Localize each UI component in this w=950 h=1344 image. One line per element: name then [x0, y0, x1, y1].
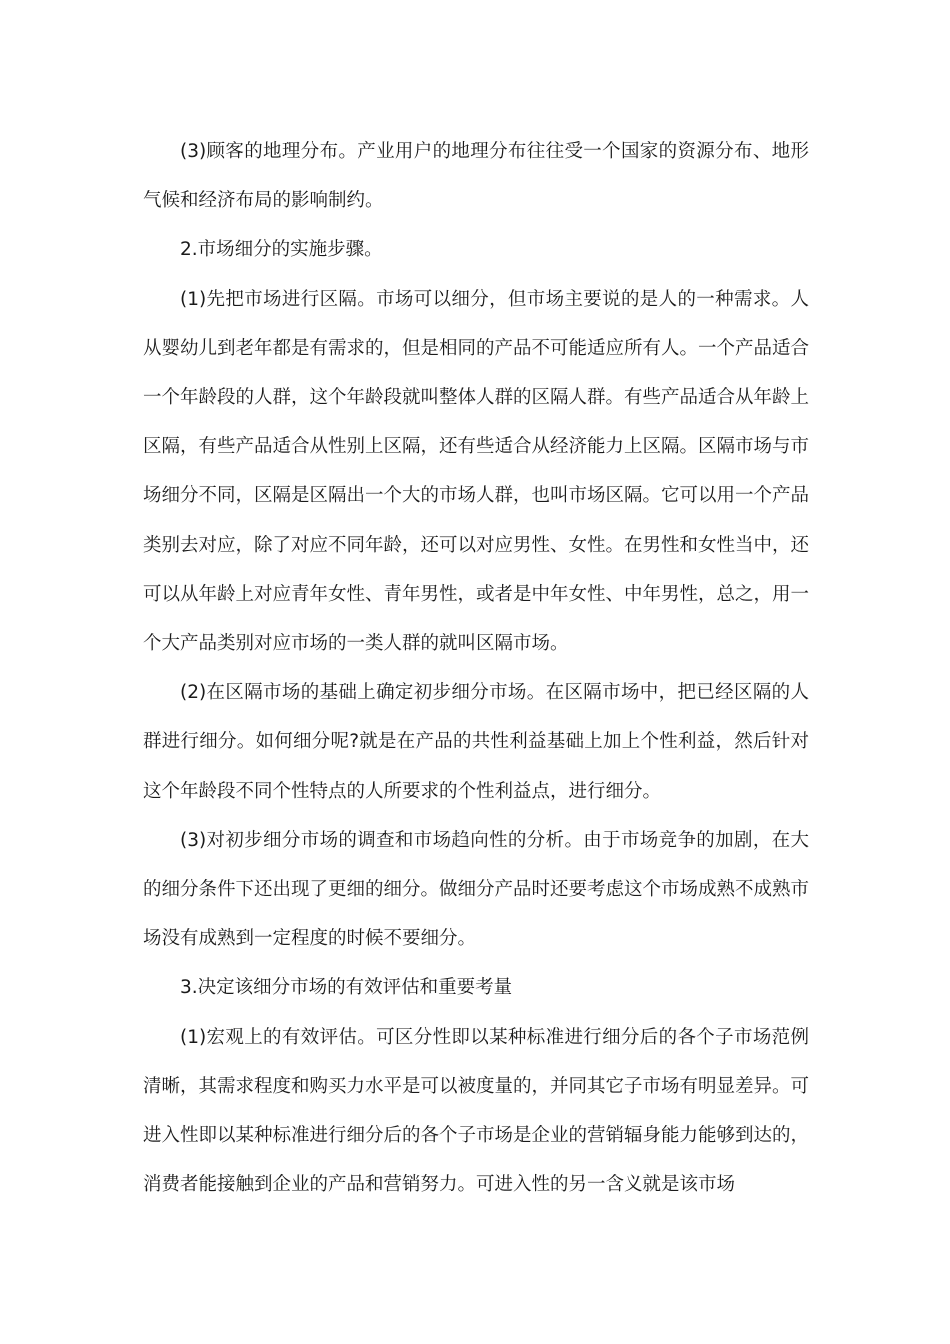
paragraph-macro-evaluation: (1)宏观上的有效评估。可区分性即以某种标准进行细分后的各个子市场范例清晰，其需求程度和购买力水平是可以被度量的，并同其它子市场有明显差异。可进入性即以某种标准进行细分后的各个子市场是企业的营销辐身能力能够到达的，消费者能接触到企业的产品和营销努力。可进入性的另一含义就是该市场 [143, 1026, 810, 1196]
paragraph-geographic-distribution: (3)顾客的地理分布。产业用户的地理分布往往受一个国家的资源分布、地形气候和经济布局的影响制约。 [143, 141, 809, 212]
document-body [143, 127, 809, 1209]
section-heading-implementation-steps: 2.市场细分的实施步骤。 [180, 239, 383, 261]
paragraph-market-segmentation-step-1: (1)先把市场进行区隔。市场可以细分，但市场主要说的是人的一种需求。人从婴幼儿到老年都是有需求的，但是相同的产品不可能适应所有人。一个产品适合一个年龄段的人群，这个年龄段就叫整体人群的区隔人群。有些产品适合从年龄上区隔，有些产品适合从性别上区隔，还有些适合从经济能力上区隔。区隔市场与市场细分不同，区隔是区隔出一个大的市场人群，也叫市场区隔。它可以用一个产品类别去对应，除了对应不同年龄，还可以对应男性、女性。在男性和女性当中，还可以从年龄上对应青年女性、青年男性，或者是中年女性、中年男性，总之，用一个大产品类别对应市场的一类人群的就叫区隔市场。 [143, 288, 810, 655]
section-heading-evaluation: 3.决定该细分市场的有效评估和重要考量 [180, 977, 513, 999]
paragraph-market-segmentation-step-3: (3)对初步细分市场的调查和市场趋向性的分析。由于市场竞争的加剧，在大的细分条件下还出现了更细的细分。做细分产品时还要考虑这个市场成熟不成熟市场没有成熟到一定程度的时候不要细分。 [143, 829, 810, 950]
paragraph-market-segmentation-step-2: (2)在区隔市场的基础上确定初步细分市场。在区隔市场中，把已经区隔的人群进行细分。如何细分呢?就是在产品的共性利益基础上加上个性利益，然后针对这个年龄段不同个性特点的人所要求的个性利益点，进行细分。 [143, 682, 809, 802]
